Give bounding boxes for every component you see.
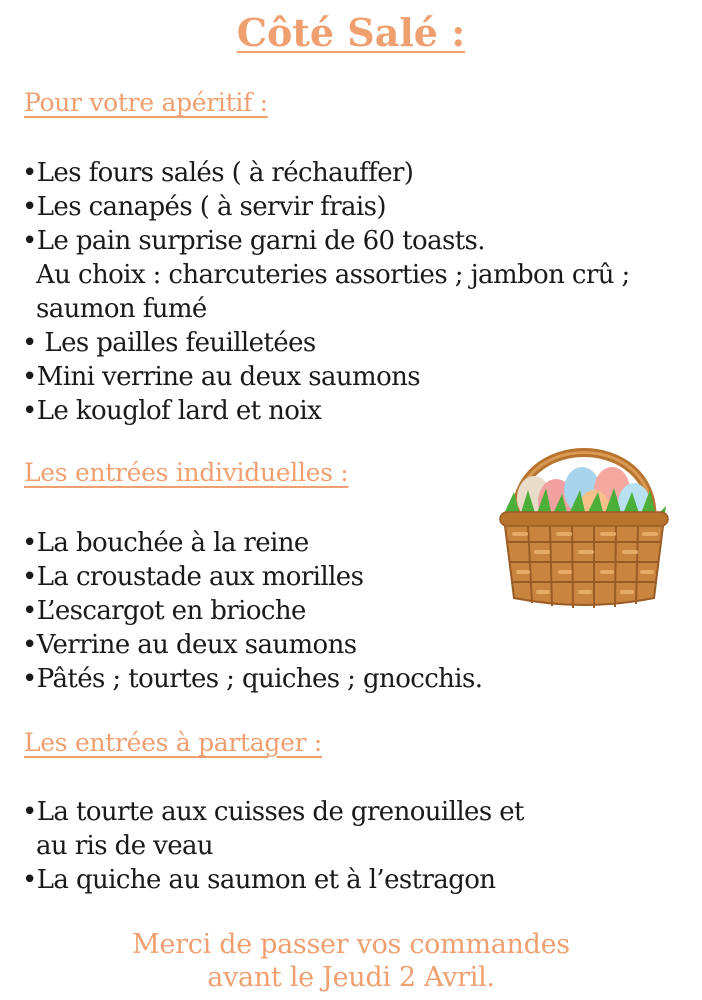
list-item-continuation: saumon fumé: [36, 294, 207, 324]
easter-basket-icon: [494, 410, 674, 620]
list-item-continuation: au ris de veau: [36, 831, 214, 861]
list-item: •La croustade aux morilles: [22, 562, 364, 592]
list-item: •La bouchée à la reine: [22, 528, 309, 558]
list-item: •La tourte aux cuisses de grenouilles et au ris de veau: [22, 797, 524, 861]
list-item: •Les canapés ( à servir frais): [22, 192, 386, 222]
entrees-partager-list: [22, 795, 524, 897]
order-note: [0, 928, 702, 994]
list-item: •Les fours salés ( à réchauffer): [22, 158, 414, 188]
list-item: •La quiche au saumon et à l’estragon: [22, 865, 496, 895]
list-item: •L’escargot en brioche: [22, 596, 306, 626]
order-note-line: avant le Jeudi 2 Avril.: [207, 962, 495, 993]
list-item: • Les pailles feuilletées: [22, 328, 316, 358]
list-item: •Le kouglof lard et noix: [22, 396, 322, 426]
list-item: •Le pain surprise garni de 60 toasts. Au choix : charcuteries assorties ; jambon crû ; saumon fumé: [22, 226, 630, 324]
list-item: •Mini verrine au deux saumons: [22, 362, 421, 392]
page-title: Côté Salé :: [236, 10, 466, 55]
section-heading-entrees-partager: Les entrées à partager :: [24, 728, 323, 757]
section-heading-aperitif: Pour votre apéritif :: [24, 88, 268, 117]
entrees-individuelles-list: [22, 526, 482, 696]
section-heading-entrees-individuelles: Les entrées individuelles :: [24, 458, 349, 487]
list-item-continuation: Au choix : charcuteries assorties ; jambon crû ;: [36, 260, 630, 290]
list-item: •Verrine au deux saumons: [22, 630, 357, 660]
order-note-line: Merci de passer vos commandes: [132, 929, 570, 960]
aperitif-list: [22, 156, 630, 428]
list-item: •Pâtés ; tourtes ; quiches ; gnocchis.: [22, 664, 483, 694]
